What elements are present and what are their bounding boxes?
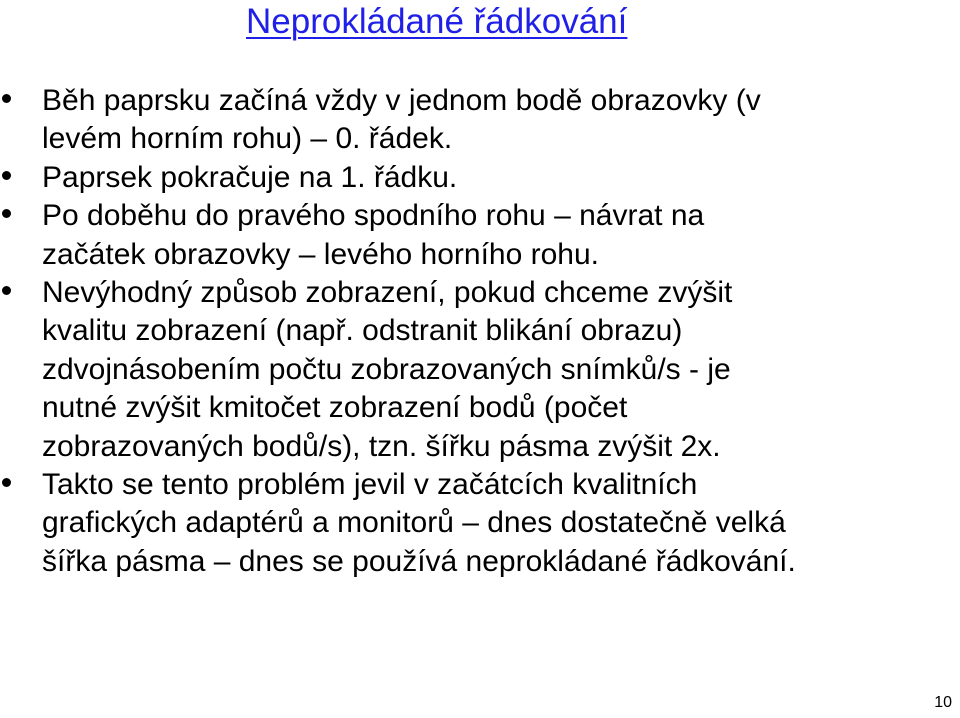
bullet-dot-icon: [2, 94, 11, 103]
bullet-dot-icon: [2, 478, 11, 487]
bullet-item: [0, 466, 960, 581]
bullet-text-line: začátek obrazovky – levého horního rohu.: [42, 237, 600, 271]
bullet-text-line: Takto se tento problém jevil v začátcích kvalitních: [42, 468, 698, 502]
slide-title: Neprokládané řádkování: [246, 2, 628, 41]
bullet-item: [0, 197, 960, 274]
bullet-text-line: Paprsek pokračuje na 1. řádku.: [42, 160, 458, 194]
bullet-dot-icon: [2, 171, 11, 180]
bullet-text-line: Nevýhodný způsob zobrazení, pokud chceme zvýšit: [42, 276, 733, 310]
bullet-text-line: zobrazovaných bodů/s), tzn. šířku pásma zvýšit 2x.: [42, 429, 721, 463]
bullet-text-line: šířka pásma – dnes se používá neprokládané řádkování.: [42, 544, 796, 578]
bullet-text-line: Běh paprsku začíná vždy v jednom bodě obrazovky (v: [42, 84, 761, 117]
bullet-dot-icon: [2, 286, 11, 295]
bullet-text-line: zdvojnásobením počtu zobrazovaných snímků/s - je: [42, 352, 731, 386]
bullet-item: [0, 159, 960, 197]
bullet-item: [0, 82, 960, 159]
bullet-text-line: levém horním rohu) – 0. řádek.: [42, 122, 453, 156]
page-number: 10: [934, 694, 952, 711]
bullet-text-line: grafických adaptérů a monitorů – dnes dostatečně velká: [42, 506, 786, 540]
bullet-list: [0, 82, 960, 581]
bullet-text-line: kvalitu zobrazení (např. odstranit blikání obrazu): [42, 314, 683, 348]
bullet-item: [0, 274, 960, 466]
bullet-text-line: nutné zvýšit kmitočet zobrazení bodů (počet: [42, 391, 628, 425]
bullet-dot-icon: [2, 209, 11, 218]
bullet-text-line: Po doběhu do pravého spodního rohu – návrat na: [42, 199, 705, 233]
